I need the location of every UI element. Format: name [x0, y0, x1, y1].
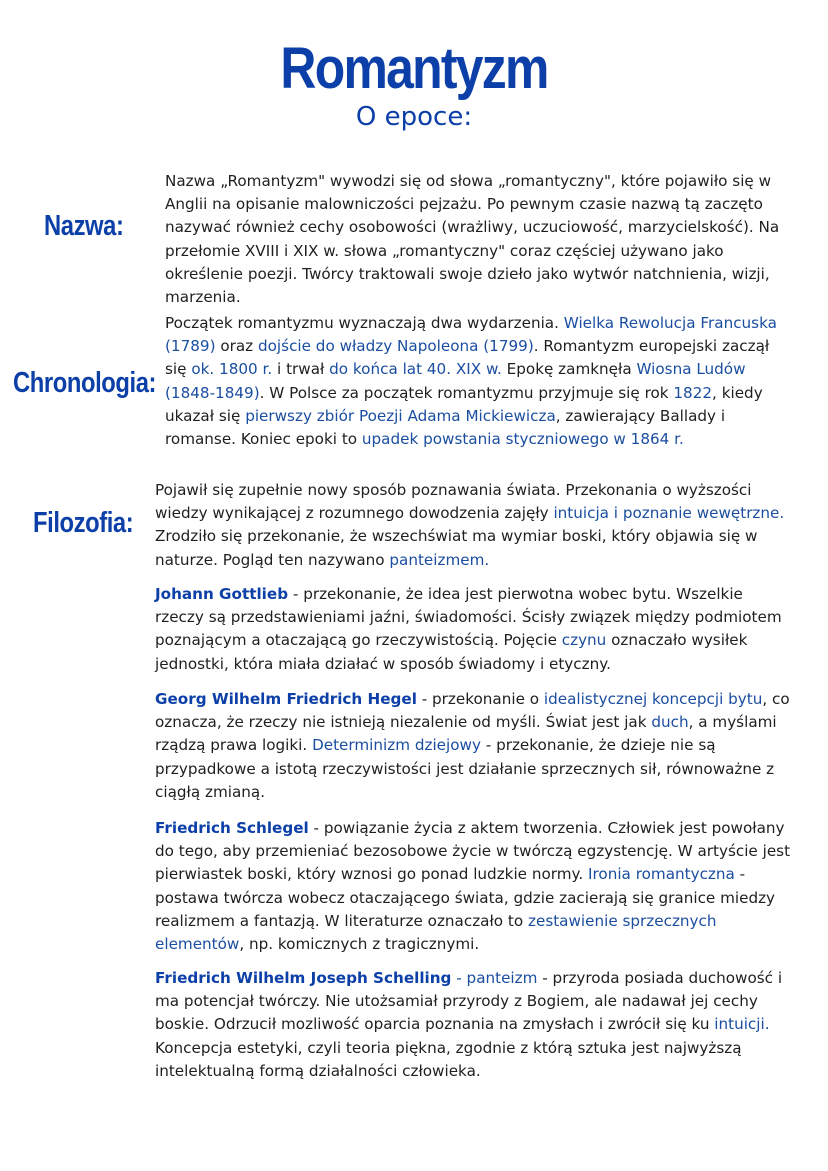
- philosopher-name: Georg Wilhelm Friedrich Hegel: [155, 690, 417, 708]
- text-span: , kiedy ukazał się: [165, 383, 763, 425]
- highlight-napoleon: dojście do władzy Napoleona (1799): [258, 337, 534, 356]
- highlight-intuition: intuicji.: [714, 1015, 770, 1034]
- highlight-determinism: Determinizm dziejowy: [312, 736, 481, 755]
- text-span: - powiązanie życia z aktem tworzenia. Człowiek jest powołany do tego, aby przemieniać bezosobowe życie w twórczą egzystencję. W artyście jest pierwiastek boski, który wznosi go ponad ludzkie normy.: [155, 819, 791, 884]
- section-label-filozofia: Filozofia:: [33, 507, 134, 539]
- page-title: Romantyzm: [280, 36, 548, 101]
- highlight-1800: ok. 1800 r.: [191, 360, 273, 379]
- philosopher-name: Johann Gottlieb: [155, 585, 289, 603]
- text-span: , co oznacza, że rzeczy nie istnieją niezalenie od myśli. Świat jest jak: [155, 690, 790, 732]
- text-span: , a myślami rządzą prawa logiki.: [155, 713, 777, 755]
- nazwa-paragraph: Nazwa „Romantyzm" wywodzi się od słowa „romantyczny", które pojawiło się w Anglii na opisanie malowniczości pejzażu. Po pewnym czasie nazwą tą zaczęto nazywać również cechy osobowości (wrażliwy, uczuciowość, marzycielskość). Na przełomie XVIII i XIX w. słowa „romantyczny" coraz częściej używano jako określenie poezji. Twórcy traktowali swoje dzieło jako wytwór natchnienia, wizji, marzenia.: [165, 172, 780, 307]
- page-subtitle: O epoce:: [355, 102, 473, 132]
- text-span: - postawa twórcza wobecz otaczającego świata, gdzie zacierają się granice miedzy realizmem a fantazją. W literaturze oznaczało to: [155, 865, 776, 930]
- text-span: oznaczało wysiłek jednostki, która miała działać w sposób świadomy i etyczny.: [155, 631, 748, 673]
- highlight-end-40s: do końca lat 40. XIX w.: [329, 360, 502, 379]
- highlight-intuition: intuicja i poznanie wewętrzne.: [553, 504, 785, 523]
- text-span: - przyroda posiada duchowość i ma potencjał twórczy. Nie utożsamiał przyrody z Bogiem, ale nadawał jej cechy boskie. Odrzucił mozliwość oparcia poznania na zmysłach i zwrócił się ku: [155, 969, 783, 1034]
- text-span: Pojawił się zupełnie nowy sposób poznawania świata. Przekonania o wyższości wiedzy wynikającej z rozumnego dowodzenia zajęły: [155, 481, 752, 523]
- schelling-paragraph: [155, 967, 795, 1083]
- text-span: . W Polsce za początek romantyzmu przyjmuje się rok: [259, 383, 674, 402]
- section-label-nazwa: Nazwa:: [44, 210, 124, 242]
- highlight-spring-of-nations: Wiosna Ludów (1848-1849): [165, 360, 746, 402]
- highlight-uprising-1864: upadek powstania styczniowego w 1864 r.: [361, 430, 684, 449]
- schlegel-paragraph: [155, 817, 795, 956]
- highlight-irony: Ironia romantyczna: [588, 865, 735, 884]
- text-span: . Romantyzm europejski zaczął się: [165, 337, 770, 379]
- text-span: Koncepcja estetyki, czyli teoria piękna, zgodnie z którą sztuka jest najwyższą intelektualną formą działalności człowieka.: [155, 1038, 742, 1080]
- highlight-czyn: czynu: [561, 631, 607, 650]
- text-span: - przekonanie o: [416, 690, 544, 708]
- highlight-revolution: Wielka Rewolucja Francuska (1789): [165, 314, 777, 356]
- highlight-pantheism: - panteizm: [451, 969, 538, 987]
- highlight-pantheism: panteizmem.: [389, 550, 490, 569]
- highlight-duch: duch: [651, 713, 689, 732]
- text-span: Epokę zamknęła: [501, 360, 637, 379]
- text-span: oraz: [215, 337, 258, 356]
- highlight-contrast: zestawienie sprzecznych elementów: [155, 911, 717, 954]
- filozofia-intro-paragraph: [155, 479, 795, 572]
- philosopher-name: Friedrich Schlegel: [155, 819, 309, 837]
- text-span: Zrodziło się przekonanie, że wszechświat ma wymiar boski, który objawia się w naturze. Pogląd ten nazywano: [155, 527, 758, 569]
- hegel-paragraph: [155, 688, 795, 804]
- highlight-mickiewicz: pierwszy zbiór Poezji Adama Mickiewicza: [245, 406, 556, 425]
- highlight-1822: 1822: [673, 383, 713, 402]
- gottlieb-paragraph: [155, 583, 795, 676]
- text-span: i trwał: [272, 360, 330, 379]
- text-span: Początek romantyzmu wyznaczają dwa wydarzenia.: [165, 314, 564, 332]
- section-label-chronologia: Chronologia:: [13, 367, 157, 399]
- text-span: - przekonanie, że dzieje nie są przypadkowe a istotą rzeczywistości jest działanie sprzecznych sił, równoważne z ciągłą zmianą.: [155, 736, 775, 801]
- philosopher-name: Friedrich Wilhelm Joseph Schelling: [155, 969, 452, 987]
- text-span: , np. komicznych z tragicznymi.: [239, 935, 480, 954]
- highlight-idealism: idealistycznej koncepcji bytu: [543, 690, 763, 708]
- text-span: , zawierający Ballady i romanse. Koniec epoki to: [165, 406, 726, 449]
- chronologia-paragraph: [165, 312, 793, 451]
- text-span: - przekonanie, że idea jest pierwotna wobec bytu. Wszelkie rzeczy są przedstawieniami jaźni, świadomości. Ścisły związek między podmiotem poznającym a otaczającą go rzeczywistością. Pojęcie: [155, 585, 782, 650]
